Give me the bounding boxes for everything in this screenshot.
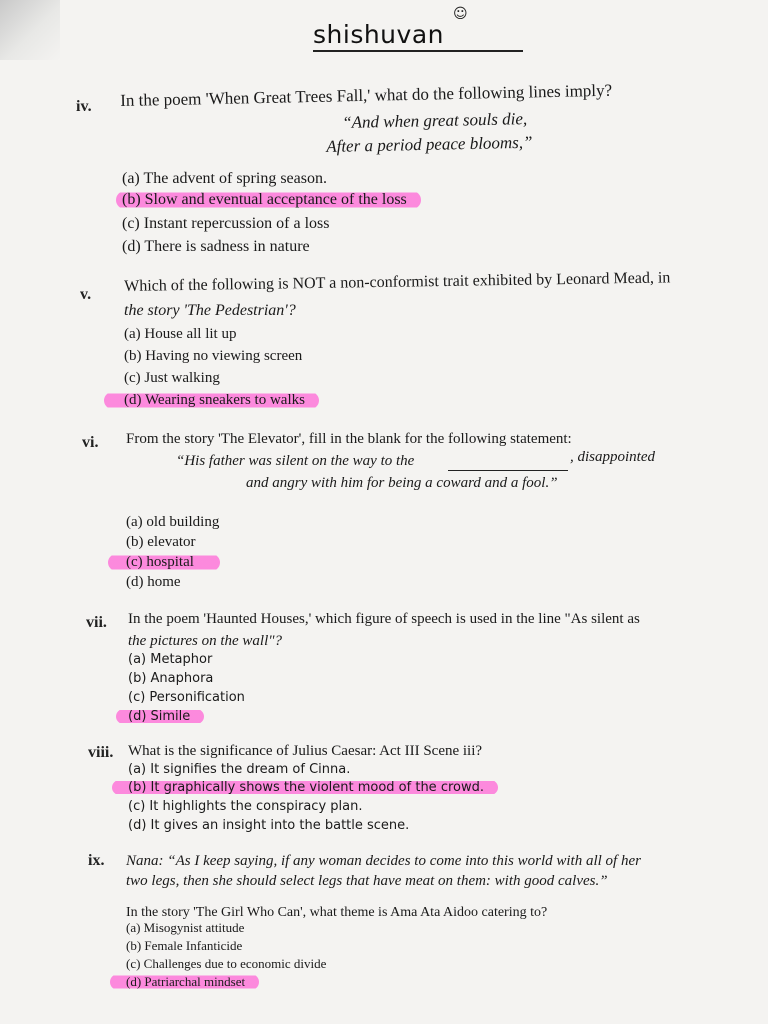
statement-line-1: “His father was silent on the way to the [176,453,415,469]
option-a: (a) The advent of spring season. [122,170,327,187]
question-number: vi. [82,434,99,451]
option-a: (a) Metaphor [128,652,213,667]
option-b: (b) Anaphora [128,671,214,686]
option-b-highlighted: (b) It graphically shows the violent mood of the crowd. [112,780,498,795]
statement-line-1-end: , disappointed [570,449,655,465]
question-number: iv. [76,98,92,115]
option-d-highlighted: (d) Wearing sneakers to walks [104,392,319,409]
option-c: (c) Instant repercussion of a loss [122,215,330,232]
option-d: (d) home [126,574,181,590]
question-number: vii. [86,614,107,631]
question-text: In the poem 'When Great Trees Fall,' what do the following lines imply? [120,80,613,110]
option-b: (b) Female Infanticide [126,938,243,953]
option-c: (c) Just walking [124,370,220,386]
smiley-icon: ☺ [453,6,468,22]
question-text-line-2: the pictures on the wall"? [128,633,283,649]
option-d-highlighted: (d) Simile [116,709,204,724]
fill-in-blank [448,456,568,471]
statement-line-2: and angry with him for being a coward and a fool.” [246,475,558,491]
option-c: (c) Personification [128,690,245,705]
question-text: Which of the following is NOT a non-conformist trait exhibited by Leonard Mead, in [124,269,671,295]
option-a: (a) Misogynist attitude [126,920,245,935]
page-corner-shadow [0,0,60,60]
option-a: (a) old building [126,514,220,530]
option-b-highlighted: (b) Slow and eventual acceptance of the loss [116,191,421,209]
quote-line-2: two legs, then she should select legs that have meat on them: with good calves.” [126,873,608,889]
quote-line-2: After a period peace blooms,” [326,132,533,156]
option-d-highlighted: (d) Patriarchal mindset [110,974,259,990]
question-text-line-2: the story 'The Pedestrian'? [124,302,296,319]
shishuvan-logo [313,6,528,60]
question-text: From the story 'The Elevator', fill in the blank for the following statement: [126,431,572,447]
question-text: In the story 'The Girl Who Can', what theme is Ama Ata Aidoo catering to? [126,905,548,920]
option-a: (a) It signifies the dream of Cinna. [128,762,351,777]
option-b: (b) Having no viewing screen [124,348,303,364]
question-text: In the poem 'Haunted Houses,' which figure of speech is used in the line "As silent as [128,611,640,627]
logo-underline [313,50,523,52]
option-a: (a) House all lit up [124,326,237,342]
option-b: (b) elevator [126,534,196,550]
question-number: ix. [88,852,105,869]
option-d: (d) There is sadness in nature [122,238,310,255]
option-c-highlighted: (c) hospital [108,554,220,571]
question-text: What is the significance of Julius Caesar: Act III Scene iii? [128,743,483,759]
option-c: (c) It highlights the conspiracy plan. [128,799,363,814]
question-number: v. [80,286,92,303]
quote-line-1: “And when great souls die, [342,109,528,132]
option-c: (c) Challenges due to economic divide [126,956,327,971]
option-d: (d) It gives an insight into the battle scene. [128,818,410,833]
quote-line-1: Nana: “As I keep saying, if any woman decides to come into this world with all of her [126,853,641,869]
logo-text: shishuvan [313,20,444,49]
question-number: viii. [88,744,114,761]
